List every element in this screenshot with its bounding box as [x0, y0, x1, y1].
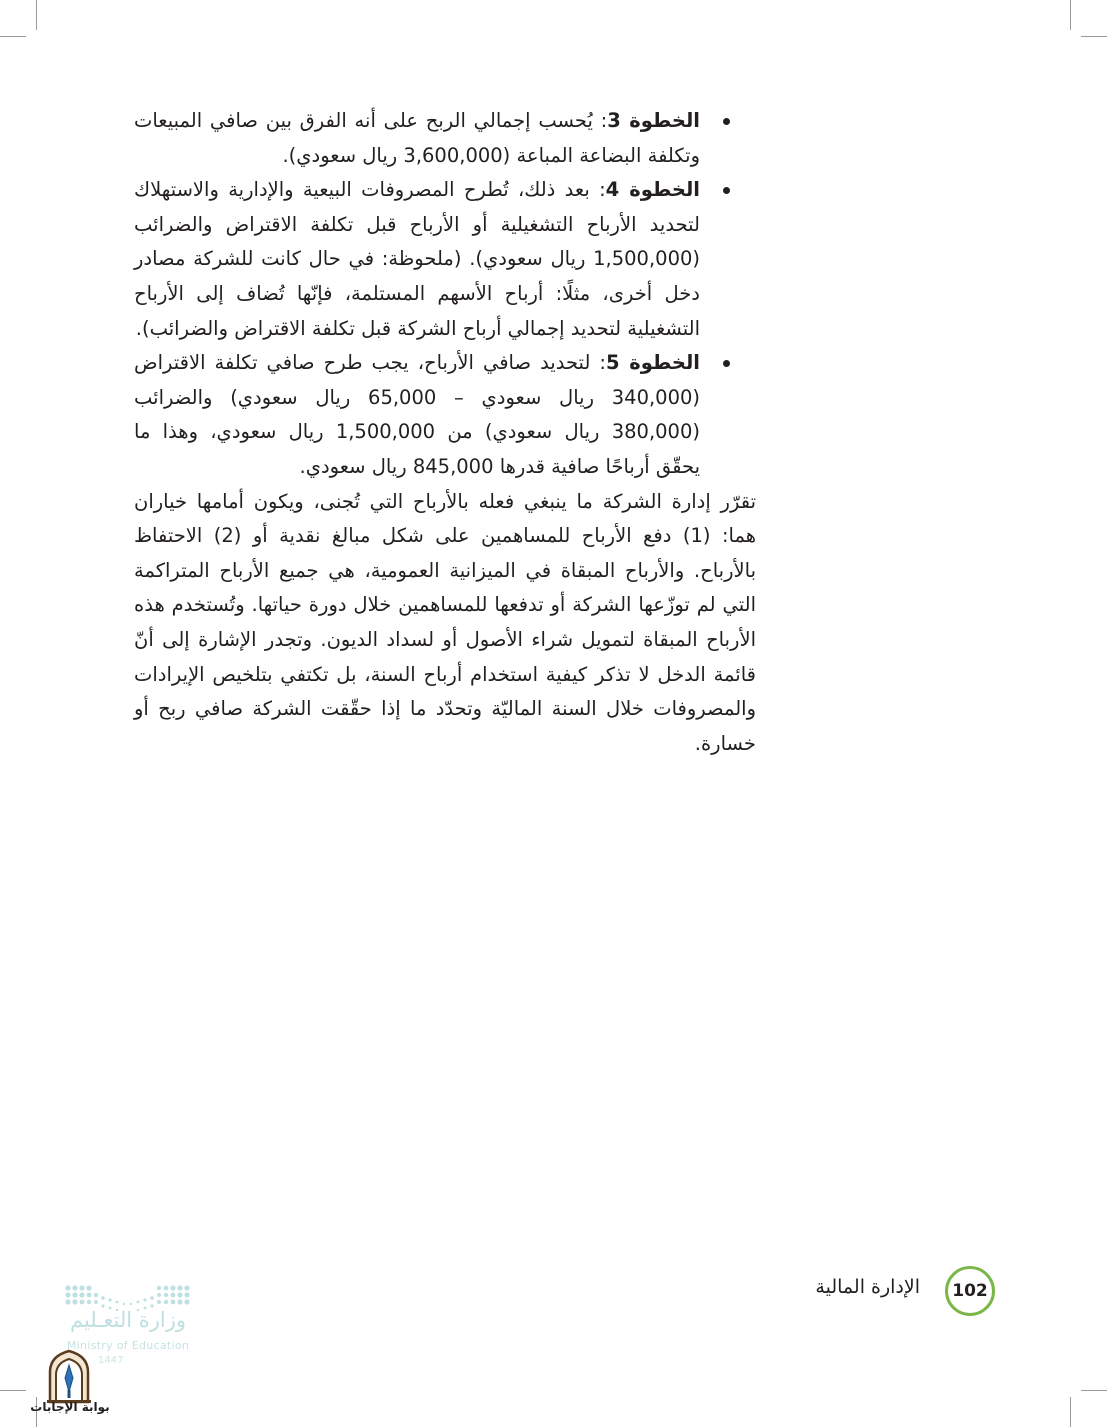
- crop-mark: [0, 1390, 26, 1391]
- bullet-icon: [723, 187, 730, 194]
- ministry-name-en: Ministry of Education: [66, 1339, 190, 1352]
- portal-label: بوابة الإجابات: [30, 1400, 110, 1414]
- crop-mark: [0, 36, 26, 37]
- step-text: : لتحديد صافي الأرباح، يجب طرح صافي تكلفة الاقتراض (340,000 ريال سعودي – 65,000 ريال سعودي) والضرائب (380,000 ريال سعودي) من 1,500,000 ريال سعودي، وهذا ما يحقّق أرباحًا صافية قدرها 845,000 ريال سعودي.: [134, 351, 700, 478]
- list-item: [134, 173, 756, 346]
- bullet-icon: [723, 360, 730, 367]
- ministry-name-ar: وزارة التعـليم: [69, 1308, 187, 1332]
- ministry-year: 1447: [98, 1355, 124, 1366]
- step-label: الخطوة 5: [606, 351, 700, 375]
- page-number-badge: [945, 1266, 995, 1316]
- steps-list: [134, 104, 756, 485]
- step-text: : بعد ذلك، تُطرح المصروفات البيعية والإدارية والاستهلاك لتحديد الأرباح التشغيلية أو الأرباح قبل تكلفة الاقتراض والضرائب (1,500,000 ريال سعودي). (ملحوظة: في حال كانت للشركة مصادر دخل أخرى، مثلًا: أرباح الأسهم المستلمة، فإنّها تُضاف إلى الأرباح التشغيلية لتحديد إجمالي أرباح الشركة قبل تكلفة الاقتراض والضرائب).: [134, 178, 700, 340]
- step-text: : يُحسب إجمالي الربح على أنه الفرق بين صافي المبيعات وتكلفة البضاعة المباعة (3,600,000 ريال سعودي).: [134, 109, 700, 167]
- list-item: [134, 346, 756, 484]
- body-paragraph: تقرّر إدارة الشركة ما ينبغي فعله بالأرباح التي تُجنى، ويكون أمامها خياران هما: (1) دفع الأرباح للمساهمين على شكل مبالغ نقدية أو (2) الاحتفاظ بالأرباح. والأرباح المبقاة في الميزانية العمومية، هي جميع الأرباح المتراكمة التي لم توزّعها الشركة أو تدفعها للمساهمين خلال دورة حياتها. وتُستخدم هذه الأرباح المبقاة لتمويل شراء الأصول أو لسداد الديون. وتجدر الإشارة إلى أنّ قائمة الدخل لا تذكر كيفية استخدام أرباح السنة، بل تكتفي بتلخيص الإيرادات والمصروفات خلال السنة الماليّة وتحدّد ما إذا حقّقت الشركة صافي ربح أو خسارة.: [134, 489, 757, 755]
- crop-mark: [36, 0, 37, 30]
- page-content: [134, 104, 756, 761]
- book-title: الإدارة المالية: [815, 1276, 920, 1298]
- mosque-icon: [44, 1348, 94, 1404]
- bullet-icon: [723, 118, 730, 125]
- crop-mark: [1070, 1397, 1071, 1427]
- step-label: الخطوة 3: [607, 109, 700, 132]
- crop-mark: [1081, 1390, 1107, 1391]
- step-label: الخطوة 4: [605, 178, 700, 202]
- crop-mark: [1070, 0, 1071, 30]
- list-item: [134, 104, 756, 173]
- page-number: 102: [952, 1281, 988, 1301]
- crop-mark: [1081, 36, 1107, 37]
